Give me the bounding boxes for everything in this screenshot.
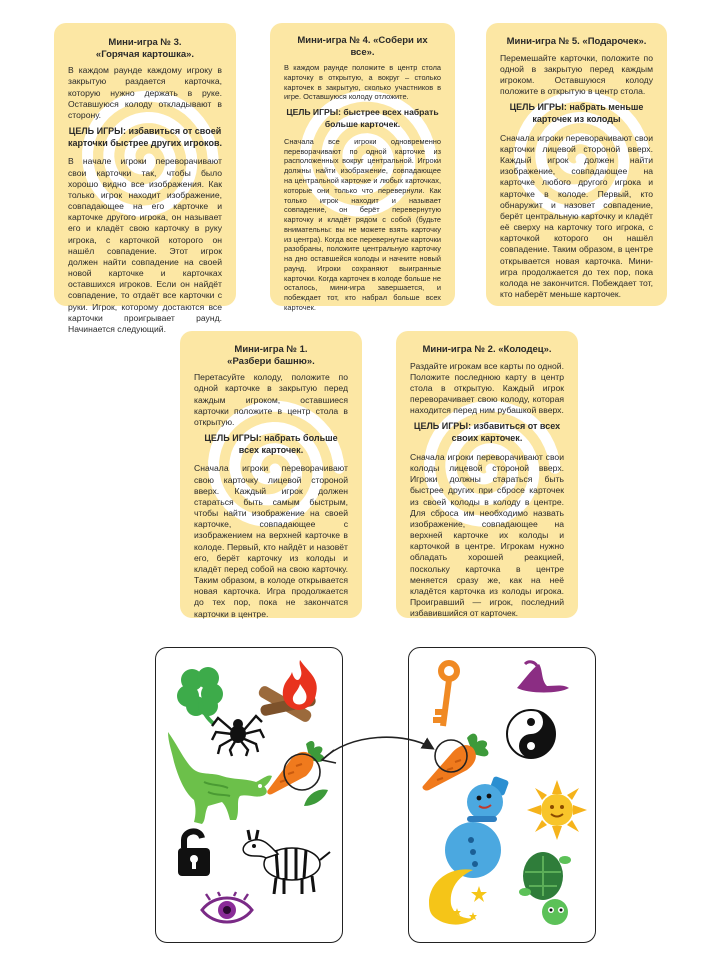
game-card-left (155, 647, 343, 943)
card-subtitle: «Разбери башню». (227, 355, 315, 367)
card-goal: ЦЕЛЬ ИГРЫ: избавиться от всех своих карточек. (413, 421, 561, 444)
card-title: Мини-игра № 5. «Подарочек». (506, 36, 647, 47)
padlock-icon (174, 826, 214, 878)
witch-hat-icon (513, 660, 571, 696)
turtle-icon (513, 848, 581, 930)
card-body: Сначала все игроки одновременно переворачивают по одной карточке из расположенных вокруг центральной. Игроки должны найти изображение, совпадающее на центральной карточке и любых карточках, которые они только что перевернули. Как только игрок находит и называет совпадение, он берёт перевернутую карточку и кладёт рядом с собой (будьте внимательны: вы не можете взять карточку из центра). Когда все перевернутые карточки разобраны, положите центральную карточку на дно оставшейся колоды и начните новый раунд. Игроки сохраняют выигранные карточки. Когда карточек в колоде больше не осталось, мини-игра завершается, и побеждает тот, кто набрал больше всех карточек. (284, 136, 441, 312)
card-title: Мини-игра № 3. (108, 37, 182, 48)
card-body: Сначала игроки переворачивают свои колоды лицевой стороной вверх. Игроки должны стараться быть быстрее других при сбросе карточек из своей колоды в колоду в центре. Для сброса им необходимо назвать изображение, совпадающее на верхней карточке их колоды и карточкой в центре. Игрокам нужно обладать хорошей реакцией, поскольку карточка в центре меняется сразу же, как на неё кладётся карточка из колоды игрока. Проигравший — игрок, последний избавившийся от карточек. (410, 451, 564, 619)
card-goal: ЦЕЛЬ ИГРЫ: набрать больше всех карточек. (204, 433, 338, 455)
rules-card-game3 (54, 23, 236, 334)
key-icon (427, 658, 467, 730)
rules-card-game5 (486, 23, 667, 306)
card-intro: Раздайте игрокам все карты по одной. Положите последнюю карту в центр стола в открытую. Каждый игрок переворачивает свою колоду, которая находится перед ним рубашкой вверх. (410, 360, 564, 416)
card-goal: ЦЕЛЬ ИГРЫ: набрать меньше карточек из колоды (509, 102, 644, 124)
card-body: Сначала игроки переворачивают свою карточку лицевой стороной вверх. Каждый игрок должен стараться быть самым быстрым, чтобы найти изображение на своей карточке, совпадающее с изображением на верхней карточке в колоде. Первый, кто найдёт и назовёт его, берёт карточку из колоды и кладёт перед собой на свою карточку. Таким образом, в колоде открывается новая карточка. Игра продолжается до тех пор, пока не закончатся карточки в центре. (194, 463, 348, 619)
card-title: Мини-игра № 2. «Колодец». (422, 344, 552, 355)
card-intro: В каждом раунде каждому игроку в закрытую раздается карточка, которую нужно держать в руке. Оставшуюся колоду откладывают в сторону. (68, 65, 222, 120)
game-card-right (408, 647, 596, 943)
card-title: Мини-игра № 4. «Собери их все». (297, 35, 428, 58)
card-intro: Перемешайте карточки, положите по одной в закрытую перед каждым игроком. Оставшуюся колоду положите в открытую в центр стола. (500, 52, 653, 97)
yin-yang-icon (505, 708, 557, 760)
moon-icon (423, 864, 493, 926)
card-goal: ЦЕЛЬ ИГРЫ: избавиться от своей карточки быстрее других игроков. (68, 126, 222, 148)
card-goal: ЦЕЛЬ ИГРЫ: быстрее всех набрать больше карточек. (286, 107, 439, 129)
card-body: Сначала игроки переворачивают свои карточки лицевой стороной вверх. Каждый игрок должен найти изображение, совпадающее на карточке любого другого игрока и карточке в колоде. Первый, кто обнаружит и назовет совпадение, берёт центральную карточку и кладёт её сверху на карточку того игрока, с карточкой которого он нашёл совпадение. Таким образом, в центре открывается новая карточка. Мини-игра продолжается до тех пор, пока колода не закончится. Побеждает тот, кто наберёт меньше карточек. (500, 132, 653, 300)
rules-card-game2 (396, 331, 578, 618)
card-subtitle: «Горячая картошка». (95, 48, 195, 60)
eye-icon (200, 892, 254, 928)
card-title: Мини-игра № 1. (234, 344, 308, 355)
card-body: В начале игроки переворачивают свои карточки так, чтобы было хорошо видно все изображения. Как только игрок находит изображение, совпадающее на его карточке и карточке другого игрока, он называет его и кладёт свою карточку в руку игрока, с карточкой которого он нашёл совпадение. Этот игрок должен найти совпадение на своей новой карточке и карточках оставшихся игроков. Если он найдёт совпадение, то отдаёт все карточки с руки. Игрок, которому достаются все карточки проигрывает раунд. Начинается следующий. (68, 156, 222, 334)
fire-icon (278, 658, 322, 712)
leaf-icon (302, 786, 330, 808)
card-intro: В каждом раунде положите в центр стола карточку в открытую, а вокруг – столько карточек в закрытую, сколько участников в игре. Оставшуюся колоду отложите. (284, 63, 441, 102)
sun-icon (527, 780, 587, 840)
card-intro: Перетасуйте колоду, положите по одной карточке в закрытую перед каждым игроком, оставшиеся карточки положите в центр стола в открытую. (194, 372, 348, 427)
rules-card-game4 (270, 23, 455, 312)
dinosaur-icon (164, 726, 274, 826)
rules-card-game1 (180, 331, 362, 618)
zebra-icon (234, 818, 334, 898)
